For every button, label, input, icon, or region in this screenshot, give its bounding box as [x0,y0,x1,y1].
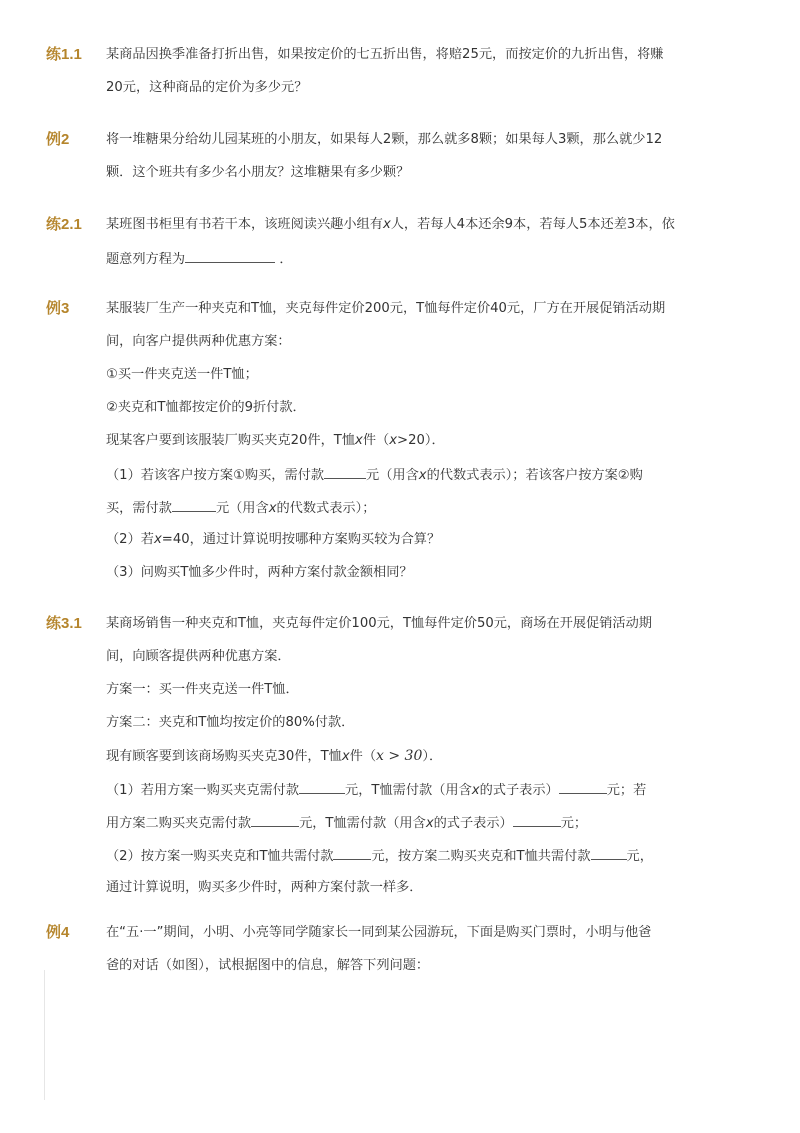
problem-line: 题意列方程为 ． [106,248,718,281]
problem-tag: 练1.1 [46,46,82,63]
problem-line: 现有顾客要到该商场购买夹克30件，T恤x件（x > 30）． [106,748,443,764]
inequality: x > 30 [376,748,423,764]
problem-line: 某班图书柜里有书若干本，该班阅读兴趣小组有x人，若每人4本还余9本，若每人5本还差3本，依 [106,217,675,232]
problem-text [106,215,718,281]
answer-blank[interactable] [591,845,627,860]
problem-line: 爸的对话（如图），试根据图中的信息，解答下列问题： [106,958,430,973]
answer-blank[interactable] [513,812,561,827]
problem-line: ①买一件夹克送一件T恤； [106,367,258,382]
problem-line: （3）问购买T恤多少件时，两种方案付款金额相同？ [106,565,413,580]
problem-text [106,923,718,989]
problem-line: 间，向顾客提供两种优惠方案． [106,649,291,664]
problem-line: 颗．这个班共有多少名小朋友？这堆糖果有多少颗？ [106,165,410,180]
answer-blank[interactable] [172,497,216,512]
problem-text [106,45,718,111]
problem-text [106,614,718,911]
answer-blank[interactable] [324,464,366,479]
answer-blank[interactable] [185,248,275,263]
problem-tag: 练3.1 [46,615,82,632]
problem-text [106,130,718,196]
problem-line: 20元，这种商品的定价为多少元？ [106,80,308,95]
problem-line: 方案一：买一件夹克送一件T恤． [106,682,299,697]
problem-tag: 例2 [46,131,70,148]
problem-line: 将一堆糖果分给幼儿园某班的小朋友，如果每人2颗，那么就多8颗；如果每人3颗，那么就少12 [106,132,663,147]
problem-line: 间，向客户提供两种优惠方案： [106,334,291,349]
problem-line: （2）按方案一购买夹克和T恤共需付款 元，按方案二购买夹克和T恤共需付款 元， [106,845,718,878]
problem-line: （2）若x=40，通过计算说明按哪种方案购买较为合算？ [106,532,441,547]
answer-blank[interactable] [559,779,607,794]
problem-text [106,299,718,596]
problem-tag: 例4 [46,924,70,941]
problem-line: 方案二：夹克和T恤均按定价的80%付款． [106,715,355,730]
problem-line: 在“五·一”期间，小明、小亮等同学随家长一同到某公园游玩，下面是购买门票时，小明与他爸 [106,925,652,940]
problem-line: ②夹克和T恤都按定价的9折付款． [106,400,306,415]
answer-blank[interactable] [251,812,299,827]
answer-blank[interactable] [299,779,345,794]
problem-line: 用方案二购买夹克需付款 元，T恤需付款（用含x的式子表示） 元； [106,812,718,845]
problem-line: 现某客户要到该服装厂购买夹克20件，T恤x件（x>20）． [106,433,445,448]
problem-tag: 练2.1 [46,216,82,233]
variable: x [382,217,391,232]
problem-line: 通过计算说明，购买多少件时，两种方案付款一样多． [106,880,423,895]
left-margin-rule [44,970,45,1100]
problem-line: 某商场销售一种夹克和T恤，夹克每件定价100元，T恤每件定价50元，商场在开展促销活动期 [106,616,652,631]
problem-line: 买，需付款 元（用含x的代数式表示）； [106,497,718,530]
problem-line: （1）若用方案一购买夹克需付款 元，T恤需付款（用含x的式子表示） 元；若 [106,779,718,812]
problem-line: 某服装厂生产一种夹克和T恤，夹克每件定价200元，T恤每件定价40元，厂方在开展促销活动期 [106,301,666,316]
problem-line: 某商品因换季准备打折出售，如果按定价的七五折出售，将赔25元，而按定价的九折出售，将赚 [106,47,664,62]
answer-blank[interactable] [333,845,371,860]
problem-line: （1）若该客户按方案①购买，需付款 元（用含x的代数式表示）；若该客户按方案②购 [106,464,718,497]
problem-tag: 例3 [46,300,70,317]
